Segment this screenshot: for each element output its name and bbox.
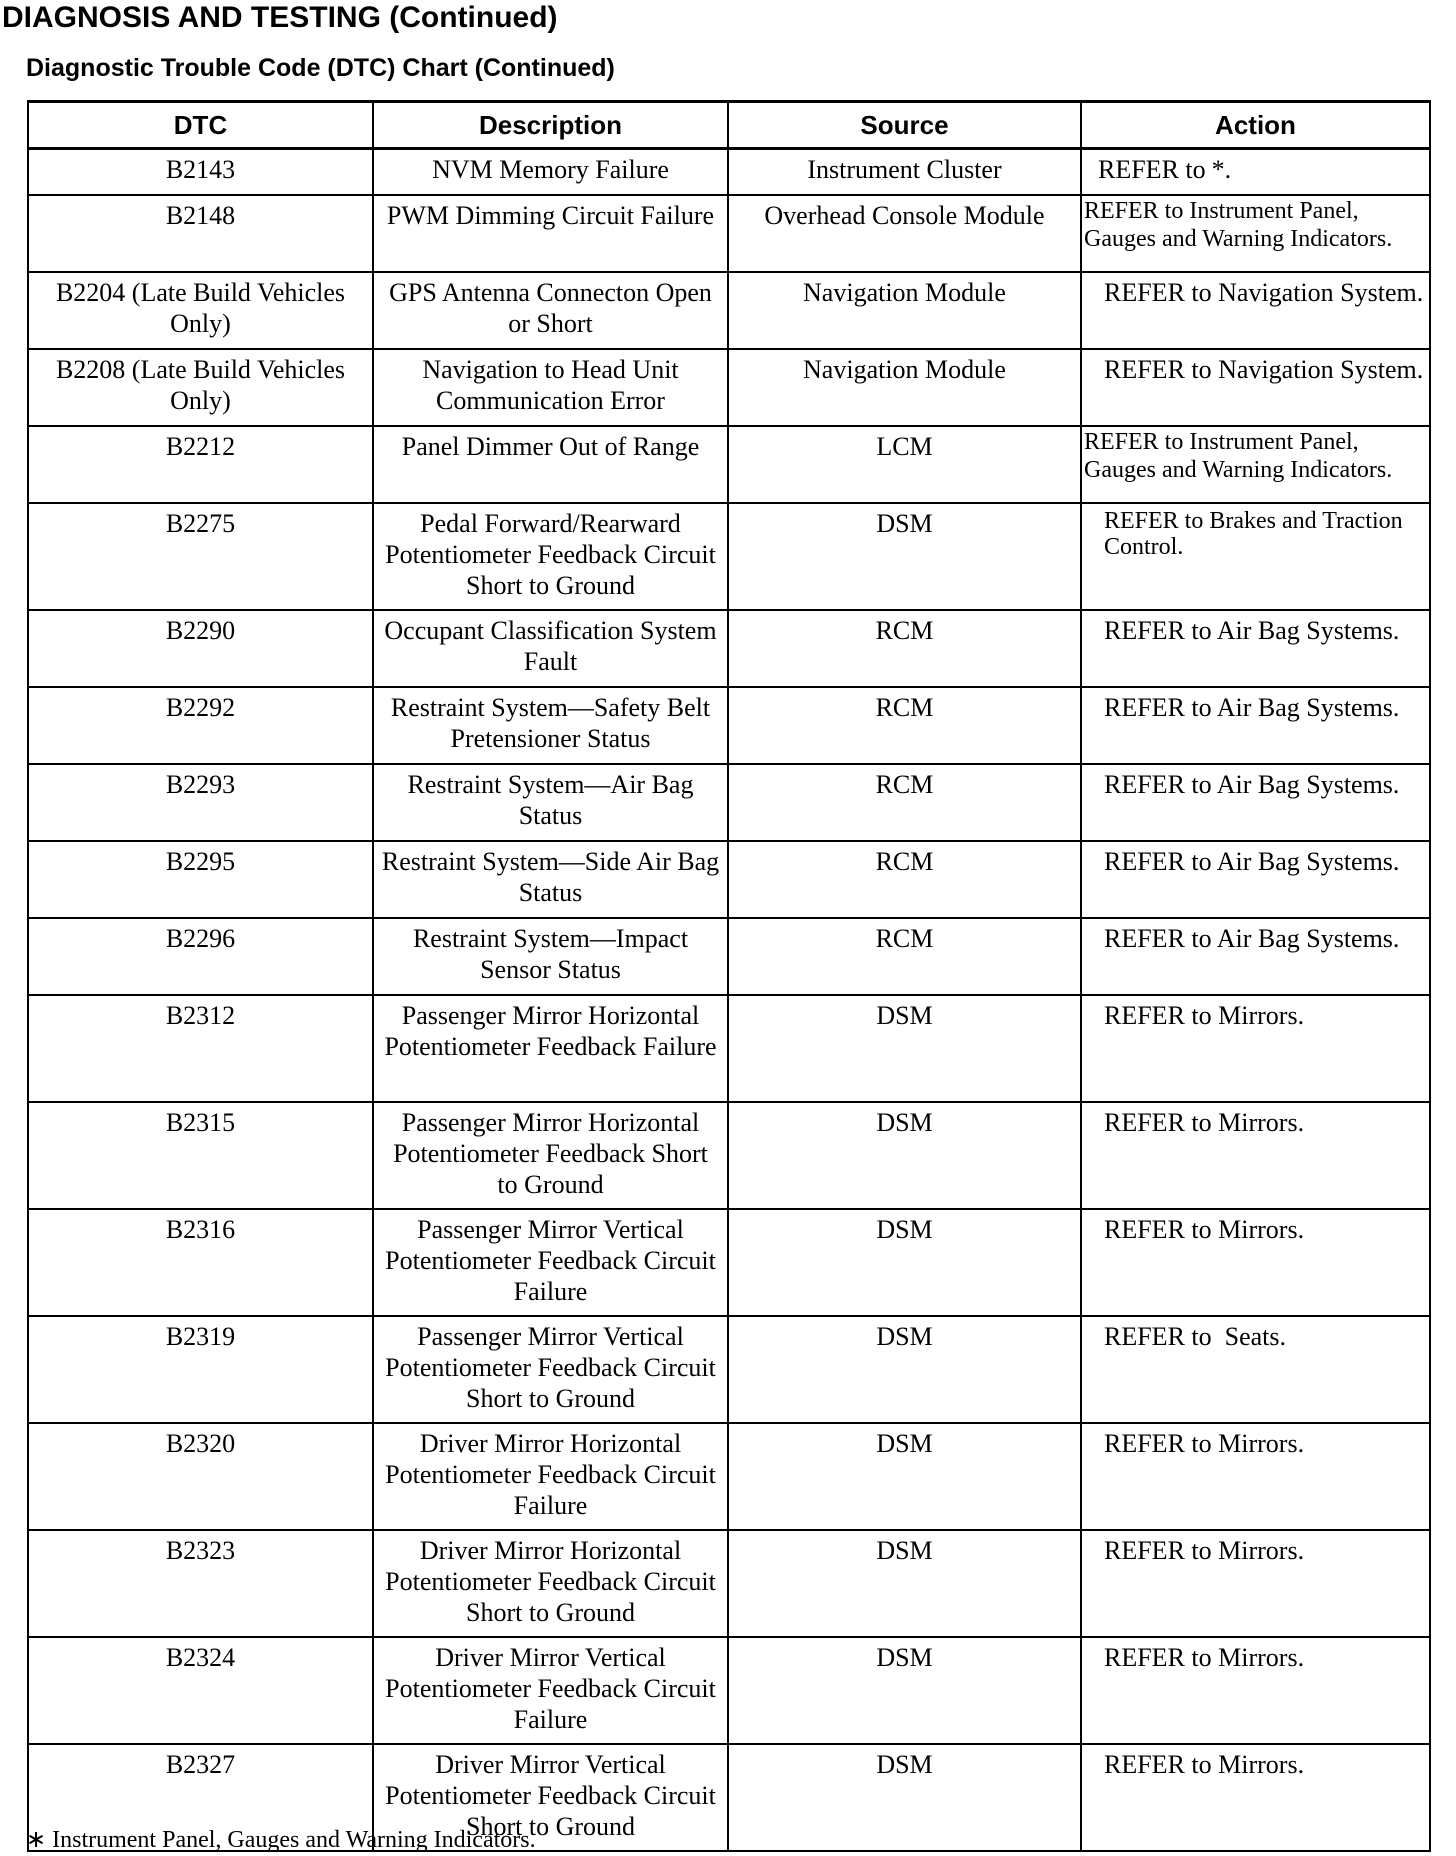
dtc-code: B2208 (Late Build Vehicles Only) [28, 349, 373, 426]
dtc-action: REFER to Mirrors. [1081, 995, 1430, 1102]
dtc-action [1081, 149, 1430, 196]
dtc-action: REFER to Mirrors. [1081, 1530, 1430, 1637]
table-row [28, 610, 1430, 687]
dtc-action: REFER to Air Bag Systems. [1081, 918, 1430, 995]
dtc-description: Passenger Mirror Vertical Potentiometer Feedback Circuit Short to Ground [373, 1316, 728, 1423]
dtc-action: REFER to Seats. [1081, 1316, 1430, 1423]
dtc-source: Navigation Module [728, 272, 1081, 349]
dtc-code: B2323 [28, 1530, 373, 1637]
dtc-code: B2275 [28, 503, 373, 610]
dtc-description: Panel Dimmer Out of Range [373, 426, 728, 503]
dtc-action: REFER to Mirrors. [1081, 1209, 1430, 1316]
dtc-action: REFER to Mirrors. [1081, 1637, 1430, 1744]
table-row [28, 1530, 1430, 1637]
dtc-description: Driver Mirror Vertical Potentiometer Feedback Circuit Failure [373, 1637, 728, 1744]
dtc-description: Restraint System—Air Bag Status [373, 764, 728, 841]
dtc-code: B2293 [28, 764, 373, 841]
dtc-code: B2327 [28, 1744, 373, 1851]
dtc-action: REFER to Air Bag Systems. [1081, 764, 1430, 841]
table-row [28, 1316, 1430, 1423]
dtc-description: Restraint System—Side Air Bag Status [373, 841, 728, 918]
dtc-source: DSM [728, 995, 1081, 1102]
dtc-description: Driver Mirror Horizontal Potentiometer Feedback Circuit Short to Ground [373, 1530, 728, 1637]
dtc-source: RCM [728, 610, 1081, 687]
dtc-description: GPS Antenna Connecton Open or Short [373, 272, 728, 349]
dtc-action: REFER to Brakes and Traction Control. [1081, 503, 1430, 610]
dtc-code: B2320 [28, 1423, 373, 1530]
table-row [28, 918, 1430, 995]
table-row [28, 995, 1430, 1102]
dtc-description: Restraint System—Safety Belt Pretensioner Status [373, 687, 728, 764]
chart-title: Diagnostic Trouble Code (DTC) Chart (Continued) [26, 54, 615, 82]
table-header-row [28, 102, 1430, 149]
dtc-action: REFER to Mirrors. [1081, 1102, 1430, 1209]
dtc-action: REFER to Navigation System. [1081, 272, 1430, 349]
table-row [28, 1423, 1430, 1530]
table-row [28, 503, 1430, 610]
dtc-action: REFER to Air Bag Systems. [1081, 841, 1430, 918]
table-row [28, 764, 1430, 841]
dtc-code: B2290 [28, 610, 373, 687]
dtc-description: Passenger Mirror Horizontal Potentiometer Feedback Short to Ground [373, 1102, 728, 1209]
dtc-source: Instrument Cluster [728, 149, 1081, 196]
action-text: REFER to [1098, 155, 1206, 184]
dtc-description: Passenger Mirror Horizontal Potentiometer Feedback Failure [373, 995, 728, 1102]
dtc-source: DSM [728, 1423, 1081, 1530]
dtc-source: DSM [728, 1637, 1081, 1744]
dtc-code: B2295 [28, 841, 373, 918]
dtc-source: RCM [728, 841, 1081, 918]
header-description: Description [373, 102, 728, 149]
dtc-code: B2143 [28, 149, 373, 196]
dtc-action: REFER to Navigation System. [1081, 349, 1430, 426]
dtc-action: REFER to Instrument Panel, Gauges and Warning Indicators. [1081, 426, 1430, 503]
dtc-code: B2292 [28, 687, 373, 764]
dtc-action: REFER to Mirrors. [1081, 1744, 1430, 1851]
header-dtc: DTC [28, 102, 373, 149]
dtc-code: B2319 [28, 1316, 373, 1423]
dtc-source: LCM [728, 426, 1081, 503]
table-row [28, 1209, 1430, 1316]
dtc-source: RCM [728, 764, 1081, 841]
dtc-code: B2204 (Late Build Vehicles Only) [28, 272, 373, 349]
dtc-source: RCM [728, 687, 1081, 764]
table-row [28, 687, 1430, 764]
dtc-action: REFER to Mirrors. [1081, 1423, 1430, 1530]
dtc-description: Passenger Mirror Vertical Potentiometer Feedback Circuit Failure [373, 1209, 728, 1316]
dtc-code: B2316 [28, 1209, 373, 1316]
dtc-source: Overhead Console Module [728, 195, 1081, 272]
dtc-table [27, 100, 1431, 1852]
footnote: ∗ Instrument Panel, Gauges and Warning Indicators. [26, 1827, 536, 1853]
dtc-description: Driver Mirror Horizontal Potentiometer Feedback Circuit Failure [373, 1423, 728, 1530]
dtc-code: B2148 [28, 195, 373, 272]
dtc-source: DSM [728, 503, 1081, 610]
footnote-marker: *. [1211, 155, 1232, 184]
dtc-code: B2324 [28, 1637, 373, 1744]
dtc-description: Navigation to Head Unit Communication Error [373, 349, 728, 426]
dtc-source: DSM [728, 1102, 1081, 1209]
table-row [28, 272, 1430, 349]
dtc-source: RCM [728, 918, 1081, 995]
table-row [28, 426, 1430, 503]
table-row [28, 1637, 1430, 1744]
dtc-source: Navigation Module [728, 349, 1081, 426]
dtc-description: NVM Memory Failure [373, 149, 728, 196]
dtc-action: REFER to Instrument Panel, Gauges and Warning Indicators. [1081, 195, 1430, 272]
dtc-source: DSM [728, 1209, 1081, 1316]
dtc-description: Pedal Forward/Rearward Potentiometer Feedback Circuit Short to Ground [373, 503, 728, 610]
dtc-source: DSM [728, 1744, 1081, 1851]
dtc-source: DSM [728, 1316, 1081, 1423]
dtc-description: Driver Mirror Vertical Potentiometer Feedback Circuit Short to Ground [373, 1744, 728, 1851]
page-heading: DIAGNOSIS AND TESTING (Continued) [2, 1, 558, 34]
dtc-source: DSM [728, 1530, 1081, 1637]
dtc-description: Restraint System—Impact Sensor Status [373, 918, 728, 995]
table-row [28, 149, 1430, 196]
dtc-action: REFER to Air Bag Systems. [1081, 610, 1430, 687]
dtc-code: B2212 [28, 426, 373, 503]
dtc-action: REFER to Air Bag Systems. [1081, 687, 1430, 764]
table-row [28, 195, 1430, 272]
header-action: Action [1081, 102, 1430, 149]
dtc-description: PWM Dimming Circuit Failure [373, 195, 728, 272]
dtc-code: B2312 [28, 995, 373, 1102]
table-row [28, 349, 1430, 426]
dtc-code: B2315 [28, 1102, 373, 1209]
header-source: Source [728, 102, 1081, 149]
table-row [28, 841, 1430, 918]
table-row [28, 1102, 1430, 1209]
dtc-code: B2296 [28, 918, 373, 995]
dtc-description: Occupant Classification System Fault [373, 610, 728, 687]
